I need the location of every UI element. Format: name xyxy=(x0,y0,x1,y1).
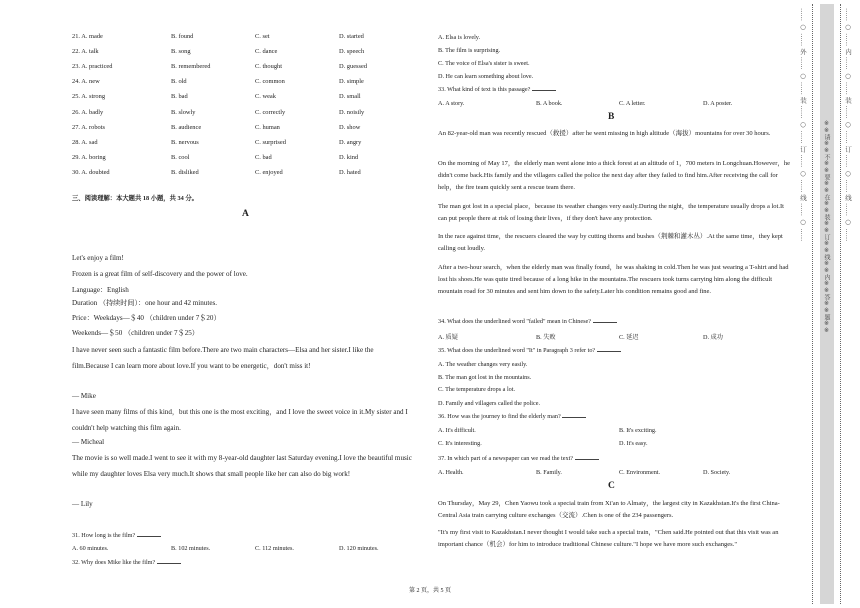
question-number-option[interactable]: 21. A. made xyxy=(72,33,103,40)
option[interactable]: B. song xyxy=(171,48,191,56)
option[interactable]: C. enjoyed xyxy=(255,168,283,176)
question-36: 36. How was the journey to find the elderly man? xyxy=(438,413,586,420)
option[interactable]: D. 成功 xyxy=(703,334,723,341)
option[interactable]: C. It's interesting. xyxy=(438,440,482,447)
option[interactable]: D. small xyxy=(339,93,361,101)
passage-b-para: On the morning of May 17，the elderly man went alone into a thick forest at an altitude of 1，700 meters in Longchuan.However，he didn't come back.His family and the villagers called the police the next day after they failed to find him.After receiving the call for help，the fire team quickly sent a rescue team there. xyxy=(438,160,790,192)
option[interactable]: D. started xyxy=(339,33,364,40)
passage-a-line: Weekends—＄50 （children under 7＄25） xyxy=(72,329,199,337)
question-number-option[interactable]: 27. A. robots xyxy=(72,123,106,131)
question-number-option[interactable]: 23. A. practiced xyxy=(72,63,113,71)
cut-line xyxy=(840,4,841,604)
question-33: 33. What kind of text is this passage? xyxy=(438,86,556,93)
option[interactable]: C. 延迟 xyxy=(619,334,639,341)
option[interactable]: D. Society. xyxy=(703,469,731,476)
question-number-option[interactable]: 22. A. talk xyxy=(72,48,99,56)
option[interactable]: B. 102 minutes. xyxy=(171,545,211,552)
cloze-option-row xyxy=(72,78,412,88)
passage-a-line: Frozen is a great film of self-discovery and the power of love. xyxy=(72,270,248,278)
option[interactable]: A. 质疑 xyxy=(438,334,458,341)
option[interactable]: D. kind xyxy=(339,153,359,161)
q35-option[interactable]: B. The man got lost in the mountains. xyxy=(438,374,532,381)
option[interactable]: D. angry xyxy=(339,138,362,146)
q32-option[interactable]: C. The voice of Elsa's sister is sweet. xyxy=(438,60,530,67)
question-number-option[interactable]: 30. A. doubted xyxy=(72,168,110,176)
option[interactable]: C. human xyxy=(255,123,280,131)
option[interactable]: C. correctly xyxy=(255,108,286,116)
binding-inner-text: …… ○ …… 内 …… ○ …… 装 …… ○ …… 订 …… ○ …… 线 …… ○ …… xyxy=(844,8,852,242)
cloze-option-row xyxy=(72,93,412,103)
option[interactable]: C. A letter. xyxy=(619,100,646,107)
passage-b-para: An 82-year-old man was recently rescued（救援）after he went missing in high altitude（海拔）mountains for over 30 hours. xyxy=(438,130,771,137)
binding-warning: ※※请※※不※※要※※在※※装※※订※※线※※内※※答※※题※※ xyxy=(823,120,830,334)
option[interactable]: C. surprised xyxy=(255,138,286,146)
option[interactable]: B. cool xyxy=(171,153,190,161)
question-33-options xyxy=(438,100,792,110)
option[interactable]: A. Health. xyxy=(438,469,464,476)
q32-option[interactable]: D. He can learn something about love. xyxy=(438,73,534,80)
passage-b-para: The man got lost in a special place，because its weather changes very easily.During the night，the temperature usually drops a lot.It can put people there at risk of losing their lives，if they don't have any protection. xyxy=(438,203,784,223)
option[interactable]: C. weak xyxy=(255,93,276,101)
question-number-option[interactable]: 26. A. badly xyxy=(72,108,104,116)
option[interactable]: C. thought xyxy=(255,63,282,71)
binding-margin xyxy=(796,0,860,608)
review-mike: I have never seen such a fantastic film before.There are two main characters—Elsa and her sister.I like the film.Because I can learn more about love.If you want to be energetic，don't miss it! xyxy=(72,346,374,370)
option[interactable]: C. bad xyxy=(255,153,272,161)
option[interactable]: D. It's easy. xyxy=(619,440,648,447)
question-number-option[interactable]: 28. A. sad xyxy=(72,138,98,146)
passage-a-line: Duration （持续时间）：one hour and 42 minutes. xyxy=(72,299,218,307)
option[interactable]: A. 60 minutes. xyxy=(72,545,109,552)
option[interactable]: C. set xyxy=(255,33,270,40)
question-37: 37. In which part of a newspaper can we read the text? xyxy=(438,455,599,462)
option[interactable]: B. 失败 xyxy=(536,334,556,341)
option[interactable]: B. old xyxy=(171,78,187,86)
passage-a-line: Price：Weekdays—＄40 （children under 7＄20） xyxy=(72,314,221,322)
option[interactable]: D. 120 minutes. xyxy=(339,545,379,552)
question-31-options xyxy=(72,545,412,555)
passage-c-para: On Thursday，May 29，Chen Yaowu took a special train from Xi'an to Almaty，the largest city in Kazakhstan.It's the first China-Central Asia train carrying culture exchanges（交流）.Chen is one of the 234 passengers. xyxy=(438,500,780,520)
option[interactable]: D. speech xyxy=(339,48,365,56)
option[interactable]: A. A story. xyxy=(438,100,465,107)
option[interactable]: D. A poster. xyxy=(703,100,733,107)
option[interactable]: D. guessed xyxy=(339,63,368,71)
cloze-option-row xyxy=(72,109,412,119)
option[interactable]: D. noisily xyxy=(339,108,365,116)
signature-mike: — Mike xyxy=(72,392,96,400)
question-31: 31. How long is the film? xyxy=(72,532,161,539)
option[interactable]: C. dance xyxy=(255,48,278,56)
question-number-option[interactable]: 24. A. new xyxy=(72,78,100,86)
option[interactable]: B. A book. xyxy=(536,100,563,107)
passage-a-line: Language：English xyxy=(72,286,129,294)
q35-option[interactable]: A. The weather changes very easily. xyxy=(438,361,528,368)
page-footer: 第 2 页，共 5 页 xyxy=(408,588,451,594)
cloze-option-row xyxy=(72,139,412,149)
option[interactable]: C. 112 minutes. xyxy=(255,545,294,552)
option[interactable]: B. nervous xyxy=(171,138,199,146)
signature-micheal: — Micheal xyxy=(72,438,105,446)
option[interactable]: B. Family. xyxy=(536,469,562,476)
option[interactable]: D. show xyxy=(339,123,361,131)
cloze-option-row xyxy=(72,124,412,134)
question-34-options xyxy=(438,332,792,342)
passage-a-title: A xyxy=(242,209,249,219)
question-number-option[interactable]: 29. A. boring xyxy=(72,153,106,161)
binding-outer-text: …… ○ …… 外 …… ○ …… 装 …… ○ …… 订 …… ○ …… 线 …… ○ …… xyxy=(799,8,807,242)
question-34: 34. What does the underlined word "failed" mean in Chinese? xyxy=(438,318,617,325)
section-header: 三、阅读理解：本大题共 18 小题，共 34 分。 xyxy=(72,195,198,202)
signature-lily: — Lily xyxy=(72,500,93,508)
question-35: 35. What does the underlined word "It" in Paragraph 3 refer to? xyxy=(438,347,621,354)
cut-line xyxy=(812,4,813,604)
option[interactable]: B. It's exciting. xyxy=(619,427,657,434)
q32-option[interactable]: B. The film is surprising. xyxy=(438,47,501,54)
cloze-option-row xyxy=(72,169,412,179)
passage-c-para: "It's my first visit to Kazakhstan.I never thought I would take such a special train，"Chen said.He pointed out that this visit was an important chance（机会）for him to introduce traditional Chinese culture."I hope we have more such exchanges." xyxy=(438,529,779,549)
review-micheal: I have seen many films of this kind，but this one is the most exciting，and I love the sweet voice in it.My sister and I couldn't help watching this film again. xyxy=(72,408,408,432)
option[interactable]: B. bad xyxy=(171,93,188,101)
passage-a-line: Let's enjoy a film! xyxy=(72,254,124,262)
cloze-option-row xyxy=(72,154,412,164)
option[interactable]: A. It's difficult. xyxy=(438,427,476,434)
option[interactable]: D. hated xyxy=(339,168,361,176)
review-lily: The movie is so well made.I went to see it with my 8-year-old daughter last Saturday evening.I love the beautiful music while my daughter loves Elsa very much.It shows that small people like her can also do big work! xyxy=(72,454,412,478)
question-32: 32. Why does Mike like the film? xyxy=(72,559,181,566)
q32-option[interactable]: A. Elsa is lovely. xyxy=(438,34,481,41)
option[interactable]: B. remembered xyxy=(171,63,211,71)
option[interactable]: B. disliked xyxy=(171,168,199,176)
passage-b-para: In the race against time，the rescuers cleared the way by cutting thorns and bushes（荆棘和灌木丛）.At the same time，they kept calling out loudly. xyxy=(438,233,783,253)
option[interactable]: B. found xyxy=(171,33,194,40)
q35-option[interactable]: C. The temperature drops a lot. xyxy=(438,386,516,393)
question-36-options-row1 xyxy=(438,427,792,437)
option[interactable]: D. simple xyxy=(339,78,364,86)
option[interactable]: C. common xyxy=(255,78,285,86)
option[interactable]: B. audience xyxy=(171,123,202,131)
q35-option[interactable]: D. Family and villagers called the police. xyxy=(438,400,541,407)
passage-b-para: After a two-hour search，when the elderly man was finally found，he was shaking in cold.Then he was just wearing a T-shirt and had lost his shoes.He was quite tired because of a long hike in the mountains.The rescuers took turns carrying him along the difficult mountain road for 30 minutes and sent him down to the safety.Later his condition remains good and fine. xyxy=(438,264,789,296)
cloze-option-row xyxy=(72,33,412,43)
passage-b-title: B xyxy=(608,112,615,122)
cloze-option-row xyxy=(72,63,412,73)
cloze-option-row xyxy=(72,48,412,58)
passage-c-title: C xyxy=(608,481,615,491)
option[interactable]: B. slowly xyxy=(171,108,196,116)
option[interactable]: C. Environment. xyxy=(619,469,661,476)
question-36-options-row2 xyxy=(438,440,792,450)
question-37-options xyxy=(438,469,792,479)
question-number-option[interactable]: 25. A. strong xyxy=(72,93,106,101)
